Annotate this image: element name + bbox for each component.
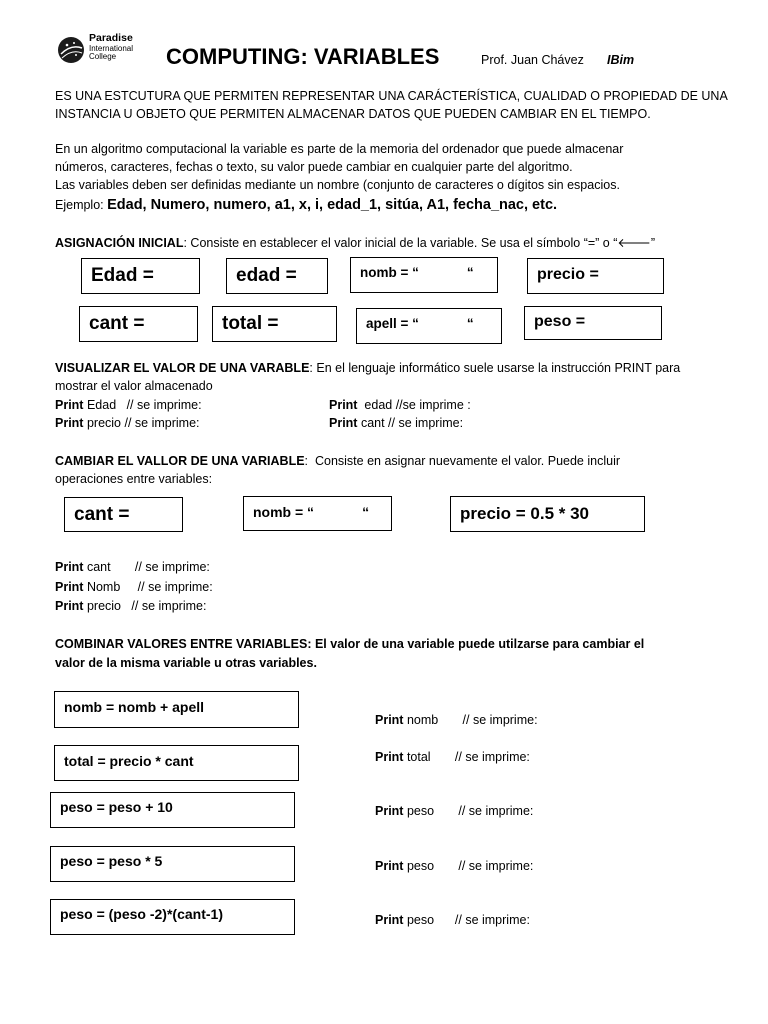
visualize-print-2-left bbox=[55, 414, 200, 432]
box-peso-text: peso = bbox=[534, 313, 586, 330]
definition-line-2: INSTANCIA U OBJETO QUE PERMITEN ALMACENAR DATOS QUE PUEDEN CAMBIAR EN EL TIEMPO. bbox=[55, 107, 651, 121]
combine-print-2 bbox=[375, 748, 530, 766]
box-cant-text: cant = bbox=[89, 313, 145, 334]
box-nomb bbox=[350, 257, 498, 293]
change-box-precio-text: precio = 0.5 * 30 bbox=[460, 504, 589, 523]
print-line-text: cant // se imprime: bbox=[357, 416, 464, 430]
change-box-cant-text: cant = bbox=[74, 503, 130, 525]
print-keyword: Print bbox=[375, 750, 404, 764]
box-total bbox=[212, 306, 337, 342]
box-total-text: total = bbox=[222, 313, 279, 334]
assignment-description bbox=[55, 234, 655, 252]
assignment-text: : Consiste en establecer el valor inicial de la variable. Se usa el símbolo “=” o “🡐” bbox=[183, 236, 656, 250]
change-description bbox=[55, 452, 620, 470]
box-cant bbox=[79, 306, 198, 342]
print-keyword: Print bbox=[55, 398, 84, 412]
example-line bbox=[55, 196, 557, 214]
example-values: Edad, Numero, numero, a1, x, i, edad_1, sitúa, A1, fecha_nac, etc. bbox=[107, 197, 558, 213]
print-line-text: precio // se imprime: bbox=[83, 416, 200, 430]
print-line-text: cant // se imprime: bbox=[83, 560, 210, 574]
logo-brand: Paradise bbox=[89, 32, 133, 44]
combine-box-5 bbox=[50, 899, 295, 935]
combine-box-3 bbox=[50, 792, 295, 828]
print-line-text: precio // se imprime: bbox=[83, 599, 207, 613]
box-edad-cap bbox=[81, 258, 200, 294]
box-edad-cap-text: Edad = bbox=[91, 265, 154, 286]
page-title: COMPUTING: VARIABLES bbox=[166, 44, 440, 69]
change-print-2 bbox=[55, 578, 213, 596]
visualize-heading: VISUALIZAR EL VALOR DE UNA VARABLE bbox=[55, 361, 310, 375]
visualize-print-1-right bbox=[329, 396, 471, 414]
visualize-description bbox=[55, 359, 680, 377]
print-keyword: Print bbox=[375, 859, 404, 873]
visualize-print-1-left bbox=[55, 396, 202, 414]
print-line-text: nomb // se imprime: bbox=[403, 713, 538, 727]
definition-line-1: ES UNA ESTCUTURA QUE PERMITEN REPRESENTAR UNA CARÁCTERÍSTICA, CUALIDAD O PROPIEDAD DE UNA bbox=[55, 89, 728, 103]
change-box-nomb bbox=[243, 496, 392, 531]
change-text: : Consiste en asignar nuevamente el valor. Puede incluir bbox=[304, 454, 621, 468]
combine-expr: nomb = nomb + apell bbox=[64, 699, 205, 715]
globe-icon bbox=[56, 35, 86, 65]
example-label: Ejemplo: bbox=[55, 198, 108, 212]
combine-box-4 bbox=[50, 846, 295, 882]
combine-print-1 bbox=[375, 711, 538, 729]
print-line-text: edad //se imprime : bbox=[357, 398, 471, 412]
print-line-text: Edad // se imprime: bbox=[83, 398, 202, 412]
intro-paragraph-3: Las variables deben ser definidas mediante un nombre (conjunto de caracteres o dígitos sin espacios. bbox=[55, 178, 620, 192]
box-nomb-close-quote: “ bbox=[466, 265, 474, 280]
combine-box-2 bbox=[54, 745, 299, 781]
combine-print-5 bbox=[375, 911, 530, 929]
print-keyword: Print bbox=[375, 713, 404, 727]
change-heading: CAMBIAR EL VALLOR DE UNA VARIABLE bbox=[55, 454, 305, 468]
box-apell-close-quote: “ bbox=[466, 316, 474, 331]
change-print-1 bbox=[55, 558, 210, 576]
combine-expr: total = precio * cant bbox=[64, 753, 194, 769]
assignment-heading: ASIGNACIÓN INICIAL bbox=[55, 236, 184, 250]
visualize-text: : En el lenguaje informático suele usarse la instrucción PRINT para bbox=[309, 361, 681, 375]
print-keyword: Print bbox=[55, 580, 84, 594]
print-line-text: peso // se imprime: bbox=[403, 913, 530, 927]
print-keyword: Print bbox=[375, 804, 404, 818]
combine-box-1 bbox=[54, 691, 299, 728]
logo-line2: International bbox=[89, 44, 134, 53]
print-keyword: Print bbox=[329, 416, 358, 430]
change-text-2: operaciones entre variables: bbox=[55, 472, 213, 486]
change-print-3 bbox=[55, 597, 206, 615]
change-box-cant bbox=[64, 497, 183, 532]
change-box-nomb-text: nomb = “ bbox=[253, 504, 315, 520]
change-box-nomb-close-quote: “ bbox=[362, 504, 370, 520]
box-edad-text: edad = bbox=[236, 265, 297, 286]
box-apell-text: apell = “ bbox=[366, 316, 419, 331]
visualize-print-2-right bbox=[329, 414, 463, 432]
print-keyword: Print bbox=[55, 560, 84, 574]
box-apell bbox=[356, 308, 502, 344]
course-label: IBim bbox=[607, 53, 635, 67]
combine-print-3 bbox=[375, 802, 533, 820]
combine-expr: peso = peso + 10 bbox=[60, 799, 173, 815]
print-keyword: Print bbox=[375, 913, 404, 927]
box-peso bbox=[524, 306, 662, 340]
professor-name: Prof. Juan Chávez bbox=[481, 53, 584, 67]
combine-heading-1: COMBINAR VALORES ENTRE VARIABLES: El valor de una variable puede utilzarse para cambiar el bbox=[55, 637, 645, 651]
box-precio-text: precio = bbox=[537, 266, 599, 283]
box-edad bbox=[226, 258, 328, 294]
intro-paragraph-2: números, caracteres, fechas o texto, su valor puede cambiar en cualquier parte del algoritmo. bbox=[55, 160, 573, 174]
print-line-text: Nomb // se imprime: bbox=[83, 580, 213, 594]
print-keyword: Print bbox=[55, 416, 84, 430]
change-box-precio bbox=[450, 496, 645, 532]
print-line-text: peso // se imprime: bbox=[403, 859, 534, 873]
intro-paragraph-1: En un algoritmo computacional la variable es parte de la memoria del ordenador que puede almacenar bbox=[55, 142, 624, 156]
box-precio bbox=[527, 258, 664, 294]
logo-line3: College bbox=[89, 52, 117, 61]
visualize-text-2: mostrar el valor almacenado bbox=[55, 379, 213, 393]
print-line-text: total // se imprime: bbox=[403, 750, 530, 764]
print-keyword: Print bbox=[329, 398, 358, 412]
combine-expr: peso = peso * 5 bbox=[60, 853, 163, 869]
combine-expr: peso = (peso -2)*(cant-1) bbox=[60, 906, 223, 922]
combine-heading-2: valor de la misma variable u otras variables. bbox=[55, 656, 317, 670]
college-logo bbox=[56, 33, 151, 67]
box-nomb-text: nomb = “ bbox=[360, 265, 419, 280]
print-keyword: Print bbox=[55, 599, 84, 613]
print-line-text: peso // se imprime: bbox=[403, 804, 534, 818]
combine-print-4 bbox=[375, 857, 533, 875]
